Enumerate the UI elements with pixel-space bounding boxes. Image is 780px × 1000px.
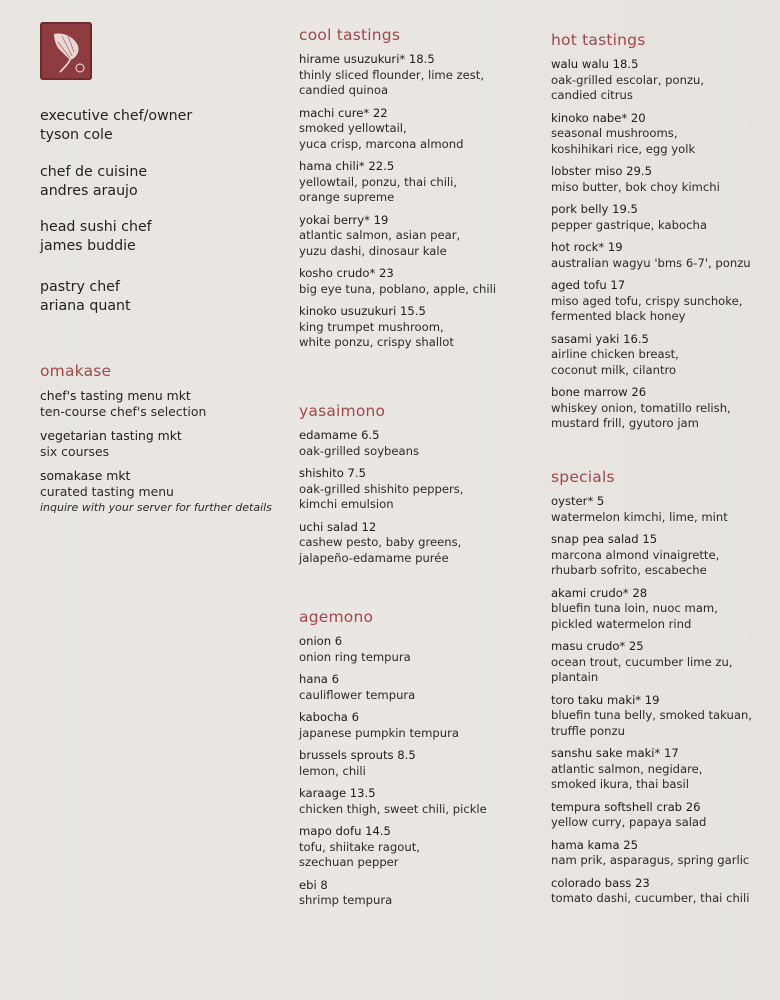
item-desc: bluefin tuna loin, nuoc mam, — [551, 601, 718, 615]
item-name: bone marrow 26 — [551, 385, 647, 399]
item-name: hana 6 — [299, 672, 339, 686]
item-desc: lemon, chili — [299, 763, 366, 778]
item-desc: miso aged tofu, crispy sunchoke, — [551, 293, 743, 308]
ginkgo-leaf-icon — [40, 22, 92, 80]
item-desc: smoked yellowtail, — [299, 121, 407, 135]
item-name: snap pea salad 15 — [551, 532, 658, 546]
item-desc: pickled watermelon rind — [551, 616, 692, 631]
item-name: hirame usuzukuri* 18.5 — [299, 52, 435, 66]
item-list — [551, 494, 771, 907]
item-desc: bluefin tuna belly, smoked takuan, — [551, 708, 752, 722]
item-desc: yuca crisp, marcona almond — [299, 136, 464, 151]
item-name: hama chili* 22.5 — [299, 159, 395, 173]
item-desc: plantain — [551, 670, 599, 684]
menu-item — [299, 786, 539, 817]
item-desc: airline chicken breast, — [551, 347, 679, 361]
menu-item — [551, 494, 771, 525]
section-title: agemono — [299, 608, 374, 626]
item-name: machi cure* 22 — [299, 105, 388, 120]
menu-item — [551, 838, 771, 869]
menu-item — [551, 240, 771, 271]
menu-item — [551, 278, 771, 325]
item-name: kosho crudo* 23 — [299, 266, 394, 280]
menu-item — [299, 672, 539, 703]
item-name: chef's tasting menu mkt — [40, 388, 191, 403]
item-desc: cauliflower tempura — [299, 687, 416, 702]
item-desc: jalapeño-edamame purée — [299, 550, 449, 565]
item-desc: big eye tuna, poblano, apple, chili — [299, 281, 497, 296]
item-name: akami crudo* 28 — [551, 585, 648, 600]
item-desc: marcona almond vinaigrette, — [551, 547, 720, 562]
staff-role: head sushi chef — [40, 219, 152, 235]
item-desc: shrimp tempura — [299, 893, 393, 907]
item-name: onion 6 — [299, 634, 343, 648]
item-desc: atlantic salmon, negidare, — [551, 761, 703, 776]
menu-item — [299, 520, 539, 567]
menu-item — [40, 388, 280, 420]
menu-item — [551, 164, 771, 195]
item-desc: tofu, shiitake ragout, — [299, 839, 420, 854]
menu-item — [551, 532, 771, 579]
item-name: edamame 6.5 — [299, 428, 380, 442]
item-desc: oak-grilled shishito peppers, — [299, 481, 464, 496]
menu-item — [551, 693, 771, 740]
menu-item — [40, 428, 280, 460]
item-name: aged tofu 17 — [551, 278, 626, 292]
item-desc: six courses — [40, 444, 110, 459]
item-desc: fermented black honey — [551, 309, 686, 323]
item-name: shishito 7.5 — [299, 466, 366, 480]
menu-item — [551, 876, 771, 907]
menu-item — [551, 746, 771, 793]
staff-name: ariana quant — [40, 298, 131, 314]
item-note: inquire with your server for further details — [40, 501, 272, 514]
staff-role: executive chef/owner — [40, 108, 193, 124]
omakase-section — [40, 362, 280, 523]
item-desc: candied citrus — [551, 88, 633, 102]
item-desc: yellowtail, ponzu, thai chili, — [299, 174, 458, 189]
staff-head-sushi-chef — [40, 218, 270, 256]
item-desc: miso butter, bok choy kimchi — [551, 179, 720, 194]
item-name: colorado bass 23 — [551, 875, 650, 890]
item-name: sanshu sake maki* 17 — [551, 746, 679, 760]
menu-item — [40, 468, 280, 515]
menu-item — [551, 332, 771, 379]
menu-item — [551, 639, 771, 686]
item-name: walu walu 18.5 — [551, 57, 639, 71]
staff-name: james buddie — [40, 238, 136, 254]
menu-item — [299, 213, 539, 260]
hot-tastings-section — [551, 31, 771, 439]
item-desc: onion ring tempura — [299, 649, 411, 664]
menu-item — [299, 466, 539, 513]
item-name: mapo dofu 14.5 — [299, 824, 391, 838]
item-desc: ten-course chef's selection — [40, 404, 207, 419]
cool-tastings-section — [299, 26, 539, 358]
item-desc: king trumpet mushroom, — [299, 319, 444, 334]
item-desc: yuzu dashi, dinosaur kale — [299, 243, 447, 258]
menu-item — [299, 748, 539, 779]
staff-executive-chef — [40, 107, 270, 145]
item-desc: truffle ponzu — [551, 723, 625, 738]
menu-item — [299, 52, 539, 99]
menu-item — [551, 202, 771, 233]
item-desc: curated tasting menu — [40, 484, 174, 499]
item-name: sasami yaki 16.5 — [551, 331, 649, 346]
menu-item — [551, 57, 771, 104]
staff-name: tyson cole — [40, 127, 113, 143]
item-list — [551, 57, 771, 432]
item-name: tempura softshell crab 26 — [551, 799, 701, 814]
item-list — [299, 634, 539, 909]
menu-item — [299, 634, 539, 665]
item-list — [299, 428, 539, 566]
menu-item — [551, 800, 771, 831]
staff-role: pastry chef — [40, 279, 120, 295]
item-desc: oak-grilled escolar, ponzu, — [551, 72, 705, 87]
section-title: yasaimono — [299, 402, 386, 420]
item-list — [299, 52, 539, 351]
item-desc: mustard frill, gyutoro jam — [551, 416, 699, 430]
specials-section — [551, 468, 771, 914]
section-title: hot tastings — [551, 31, 646, 49]
item-desc: ocean trout, cucumber lime zu, — [551, 654, 733, 669]
item-name: lobster miso 29.5 — [551, 164, 652, 178]
menu-item — [551, 586, 771, 633]
menu-item — [299, 878, 539, 909]
staff-pastry-chef — [40, 278, 270, 316]
menu-item — [299, 266, 539, 297]
item-name: ebi 8 — [299, 877, 328, 892]
item-name: masu crudo* 25 — [551, 639, 644, 653]
section-title: specials — [551, 468, 615, 486]
item-desc: kimchi emulsion — [299, 497, 394, 511]
item-desc: smoked ikura, thai basil — [551, 777, 689, 791]
item-name: karaage 13.5 — [299, 786, 376, 800]
item-desc: candied quinoa — [299, 83, 389, 97]
item-name: brussels sprouts 8.5 — [299, 748, 416, 762]
item-desc: szechuan pepper — [299, 855, 399, 869]
menu-item — [551, 111, 771, 158]
item-desc: cashew pesto, baby greens, — [299, 535, 462, 549]
item-desc: orange supreme — [299, 190, 395, 204]
item-desc: atlantic salmon, asian pear, — [299, 228, 461, 242]
item-desc: seasonal mushrooms, — [551, 126, 678, 140]
item-desc: coconut milk, cilantro — [551, 362, 677, 377]
item-name: hot rock* 19 — [551, 240, 623, 254]
menu-item — [299, 304, 539, 351]
item-desc: yellow curry, papaya salad — [551, 815, 707, 829]
item-desc: thinly sliced flounder, lime zest, — [299, 67, 485, 82]
item-desc: nam prik, asparagus, spring garlic — [551, 853, 750, 867]
item-desc: watermelon kimchi, lime, mint — [551, 509, 728, 524]
item-desc: tomato dashi, cucumber, thai chili — [551, 891, 750, 905]
staff-name: andres araujo — [40, 183, 138, 199]
section-title: omakase — [40, 362, 112, 380]
item-name: yokai berry* 19 — [299, 212, 389, 227]
item-name: oyster* 5 — [551, 494, 605, 508]
section-title: cool tastings — [299, 26, 401, 44]
item-name: kabocha 6 — [299, 710, 359, 724]
agemono-section — [299, 608, 539, 916]
item-desc: oak-grilled soybeans — [299, 443, 420, 458]
menu-item — [299, 824, 539, 871]
item-name: uchi salad 12 — [299, 519, 377, 534]
menu-item — [299, 428, 539, 459]
item-name: kinoko usuzukuri 15.5 — [299, 304, 426, 318]
item-desc: japanese pumpkin tempura — [299, 725, 460, 740]
item-name: somakase mkt — [40, 468, 131, 483]
item-desc: rhubarb sofrito, escabeche — [551, 563, 707, 577]
item-name: hama kama 25 — [551, 837, 638, 852]
yasaimono-section — [299, 402, 539, 573]
item-name: toro taku maki* 19 — [551, 692, 660, 707]
item-name: kinoko nabe* 20 — [551, 110, 646, 125]
item-desc: chicken thigh, sweet chili, pickle — [299, 801, 487, 816]
menu-item — [299, 159, 539, 206]
menu-item — [299, 106, 539, 153]
menu-item — [551, 385, 771, 432]
staff-chef-de-cuisine — [40, 163, 270, 201]
item-desc: whiskey onion, tomatillo relish, — [551, 400, 731, 415]
staff-role: chef de cuisine — [40, 164, 148, 180]
item-desc: koshihikari rice, egg yolk — [551, 141, 696, 156]
restaurant-logo — [40, 22, 92, 80]
item-desc: white ponzu, crispy shallot — [299, 335, 454, 349]
item-desc: pepper gastrique, kabocha — [551, 217, 707, 232]
item-name: vegetarian tasting mkt — [40, 428, 182, 443]
item-desc: australian wagyu 'bms 6-7', ponzu — [551, 255, 751, 270]
item-name: pork belly 19.5 — [551, 202, 638, 216]
menu-item — [299, 710, 539, 741]
